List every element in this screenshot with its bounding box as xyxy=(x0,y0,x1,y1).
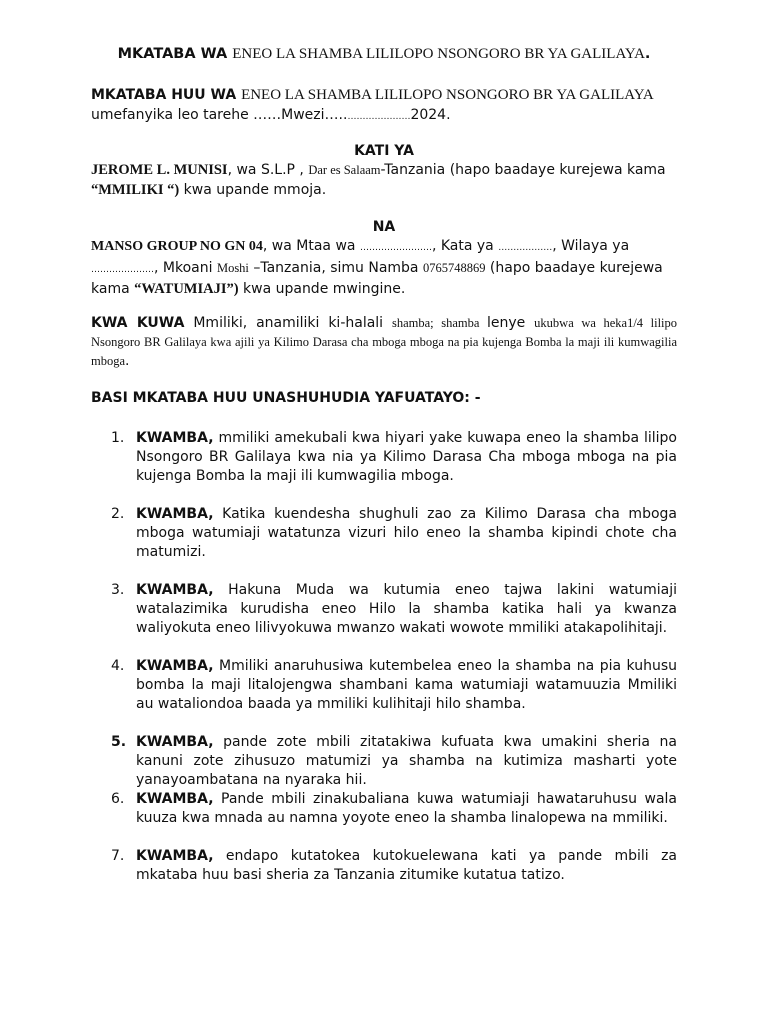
party-owner: JEROME L. MUNISI, wa S.L.P , Dar es Salaam-Tanzania (hapo baadaye kurejewa kama “MMILIKI “) kwa upande mmoja. xyxy=(91,162,666,198)
clause-item: 7. KWAMBA, endapo kutatokea kutokuelewana kati ya pande mbili za mkataba huu basi sheria za Tanzania zitumike kutatua tatizo. xyxy=(111,848,677,883)
clause-item: 2. KWAMBA, Katika kuendesha shughuli zao za Kilimo Darasa cha mboga mboga watumiaji watatunza vizuri hilo eneo la shamba kipindi chote cha matumizi. xyxy=(111,506,677,560)
clause-item: 5. KWAMBA, pande zote mbili zitatakiwa kufuata kwa umakini sheria na kanuni zote zihusuzo matumizi ya shamba na kutimiza masharti yote yanayoambatana na nyaraka hii. xyxy=(111,734,677,788)
clause-item: 4. KWAMBA, Mmiliki anaruhusiwa kutembelea eneo la shamba na pia kuhusu bomba la maji litalojengwa shambani kama watumiaji watamuuzia Mmiliki au wataliondoa baada ya mmiliki kulihitaji hilo shamba. xyxy=(111,658,677,712)
clauses-heading: BASI MKATABA HUU UNASHUHUDIA YAFUATAYO: - xyxy=(91,390,481,406)
whereas-paragraph: KWA KUWA Mmiliki, anamiliki ki-halali shamba; shamba lenye ukubwa wa heka1/4 lilipo Nsongoro BR Galilaya kwa ajili ya Kilimo Darasa cha mboga mboga na pia kujenga Bomba la maji ili kumwagilia mboga. xyxy=(91,315,678,369)
clause-item: 1. KWAMBA, mmiliki amekubali kwa hiyari yake kuwapa eneo la shamba lilipo Nsongoro BR Galilaya kwa nia ya Kilimo Darasa Cha mboga mboga na pia kujenga Bomba la maji ili kumwagilia mboga. xyxy=(111,430,677,484)
party-user: MANSO GROUP NO GN 04, wa Mtaa wa ……………………, Kata ya ………………, Wilaya ya …………………, Mkoani Moshi –Tanzania, simu Namba 0765748869 (hapo baadaye kurejewa kama “WATUMIAJI”) kwa upande mwingine. xyxy=(91,238,663,297)
and-heading: NA xyxy=(372,219,396,235)
clause-item: 3. KWAMBA, Hakuna Muda wa kutumia eneo tajwa lakini watumiaji watalazimika kurudisha eneo Hilo la shamba katika hali ya kwanza waliyokuta eneo lilivyokuwa mwanzo wakati wowote mmiliki atakapolihitaji. xyxy=(111,582,677,636)
clause-list xyxy=(91,429,677,885)
clause-item: 6. KWAMBA, Pande mbili zinakubaliana kuwa watumiaji hawataruhusu wala kuuza kwa mnada au namna yoyote eneo la shamba linalopewa na mmiliki. xyxy=(111,791,677,826)
between-heading: KATI YA xyxy=(354,143,414,159)
intro-paragraph: MKATABA HUU WA ENEO LA SHAMBA LILILOPO NSONGORO BR YA GALILAYA umefanyika leo tarehe ……Mwezi…..…………………2024. xyxy=(91,87,654,123)
document-title: MKATABA WA ENEO LA SHAMBA LILILOPO NSONGORO BR YA GALILAYA. xyxy=(117,46,651,62)
